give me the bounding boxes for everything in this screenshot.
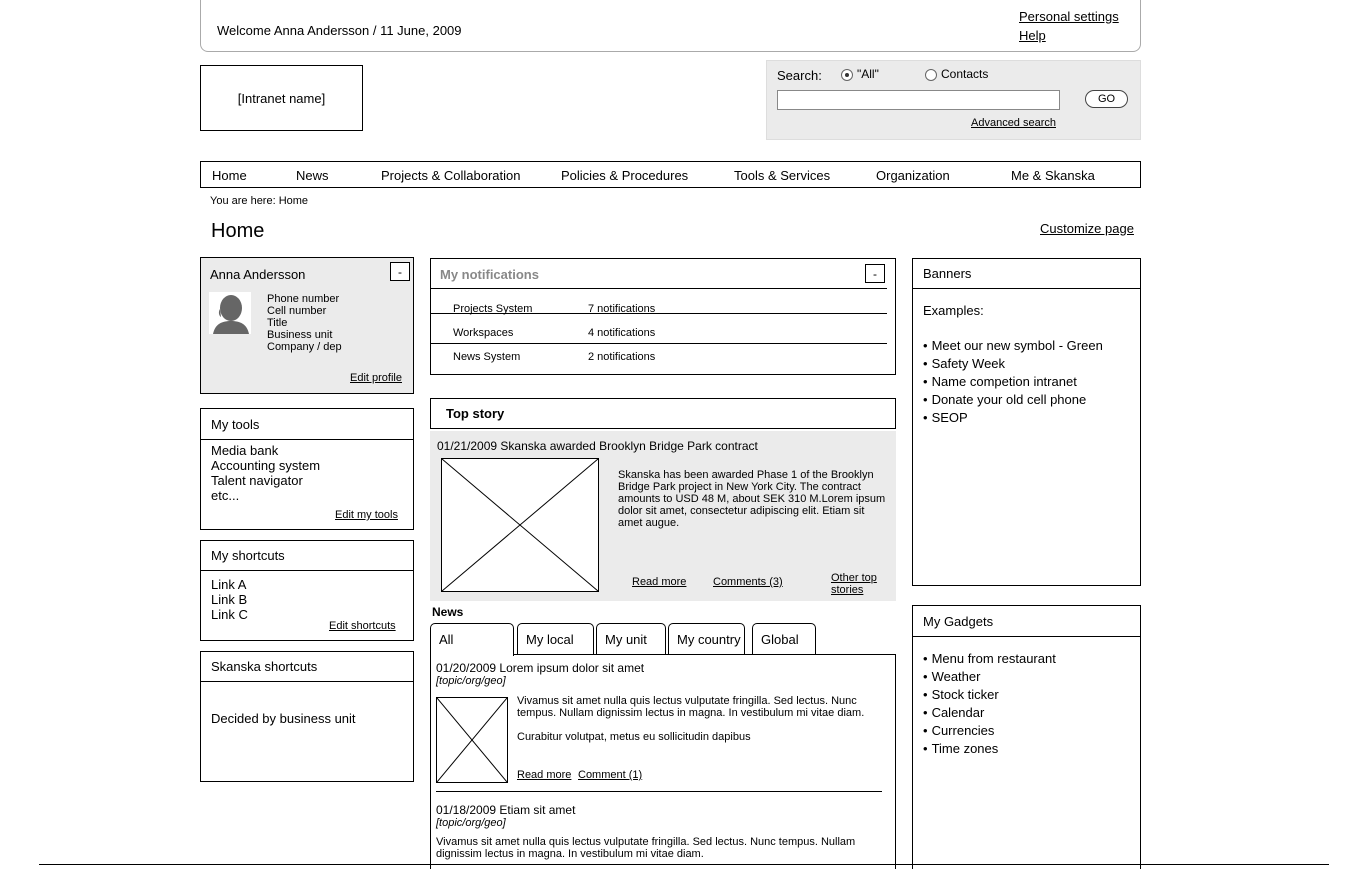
top-story-body	[430, 431, 896, 601]
profile-cell: Cell number	[267, 305, 327, 317]
person-silhouette-icon	[209, 292, 251, 334]
divider	[436, 791, 882, 792]
top-story-title[interactable]: 01/21/2009 Skanska awarded Brooklyn Bridge Park contract	[437, 439, 758, 453]
top-story-text: Skanska has been awarded Phase 1 of the Brooklyn Bridge Park project in New York City. The contract amounts to USD 48 M, about SEK 310 M.Lorem ipsum dolor sit amet, consectetur adipiscing elit. Etiam sit amet augue.	[618, 469, 886, 529]
skanska-shortcuts-widget	[200, 651, 414, 782]
nav-news[interactable]: News	[296, 168, 329, 183]
nav-me-skanska[interactable]: Me & Skanska	[1011, 168, 1095, 183]
news-item-tags: [topic/org/geo]	[436, 817, 506, 829]
gadget-item[interactable]: • Calendar	[923, 705, 984, 720]
news-item-tags: [topic/org/geo]	[436, 675, 506, 687]
top-story-heading: Top story	[446, 406, 505, 421]
notification-row[interactable]	[431, 320, 889, 344]
notification-row[interactable]	[431, 344, 889, 368]
search-radio-contacts[interactable]	[925, 69, 937, 81]
news-tab-all[interactable]: All	[430, 623, 514, 656]
profile-widget	[200, 257, 414, 394]
edit-my-tools-link[interactable]: Edit my tools	[335, 509, 398, 521]
news-tab-global[interactable]: Global	[752, 623, 816, 655]
notification-system: Projects System	[453, 303, 533, 315]
advanced-search-link[interactable]: Advanced search	[971, 117, 1056, 129]
shortcut-link[interactable]: Link A	[211, 577, 247, 592]
news-read-more-link[interactable]: Read more	[517, 769, 572, 781]
page-bottom-divider	[39, 864, 1329, 865]
banner-item[interactable]: • Meet our new symbol - Green	[923, 338, 1103, 353]
image-placeholder-icon	[437, 698, 507, 782]
profile-business-unit: Business unit	[267, 329, 333, 341]
search-go-button[interactable]: GO	[1085, 90, 1128, 108]
news-comment-link[interactable]: Comment (1)	[578, 769, 643, 781]
news-item-title[interactable]: 01/20/2009 Lorem ipsum dolor sit amet	[436, 661, 645, 675]
profile-company: Company / dep	[267, 341, 342, 353]
banner-item[interactable]: • Safety Week	[923, 356, 1005, 371]
top-story-comments-link[interactable]: Comments (3)	[713, 576, 783, 588]
nav-home[interactable]: Home	[212, 168, 247, 183]
notifications-collapse-button[interactable]: -	[865, 264, 885, 283]
banners-header: Banners	[913, 259, 1140, 289]
edit-shortcuts-link[interactable]: Edit shortcuts	[329, 620, 396, 632]
news-item-text: Vivamus sit amet nulla quis lectus vulputate fringilla. Sed lectus. Nunc tempus. Nullam dignissim lectus in magna. In vestibulum mi vitae diam.	[436, 836, 856, 860]
intranet-logo[interactable]	[200, 65, 363, 131]
nav-organization[interactable]: Organization	[876, 168, 950, 183]
my-gadgets-widget	[912, 605, 1141, 869]
my-shortcuts-header: My shortcuts	[201, 541, 413, 571]
notification-system: Workspaces	[453, 327, 514, 339]
notifications-widget	[430, 258, 896, 375]
top-story-header	[430, 398, 896, 429]
top-bar	[200, 0, 1141, 52]
shortcut-link[interactable]: Link B	[211, 592, 248, 607]
my-gadgets-header: My Gadgets	[913, 606, 1140, 637]
main-nav	[200, 161, 1141, 188]
tool-item[interactable]: Accounting system	[211, 458, 321, 473]
customize-page-link[interactable]: Customize page	[1040, 221, 1134, 236]
news-item-text: Curabitur volutpat, metus eu sollicitudin dapibus	[517, 731, 751, 743]
news-item-text: Vivamus sit amet nulla quis lectus vulputate fringilla. Sed lectus. Nunc tempus. Nullam dignissim lectus in magna. In vestibulum mi vitae diam.	[517, 695, 865, 719]
divider	[431, 288, 887, 289]
skanska-shortcuts-text: Decided by business unit	[211, 711, 356, 726]
edit-profile-link[interactable]: Edit profile	[350, 372, 402, 384]
notification-count: 4 notifications	[588, 327, 656, 339]
news-item-title[interactable]: 01/18/2009 Etiam sit amet	[436, 803, 576, 817]
top-story-image-placeholder	[441, 458, 599, 592]
my-shortcuts-widget	[200, 540, 414, 641]
profile-name: Anna Andersson	[210, 267, 306, 282]
notification-count: 7 notifications	[588, 303, 656, 315]
profile-collapse-button[interactable]: -	[390, 262, 410, 281]
search-label: Search:	[777, 68, 822, 83]
personal-settings-link[interactable]: Personal settings	[1019, 9, 1119, 24]
news-label: News	[432, 605, 464, 619]
gadget-item[interactable]: • Menu from restaurant	[923, 651, 1056, 666]
news-image-placeholder	[436, 697, 508, 783]
tool-item: etc...	[211, 488, 240, 503]
search-input[interactable]	[777, 90, 1060, 110]
notification-row[interactable]	[431, 296, 889, 320]
divider	[431, 313, 887, 314]
nav-policies[interactable]: Policies & Procedures	[561, 168, 689, 183]
notifications-title: My notifications	[440, 267, 539, 282]
nav-tools[interactable]: Tools & Services	[734, 168, 831, 183]
nav-projects[interactable]: Projects & Collaboration	[381, 168, 521, 183]
search-radio-all-label: "All"	[857, 67, 879, 81]
image-placeholder-icon	[442, 459, 598, 591]
skanska-shortcuts-header: Skanska shortcuts	[201, 652, 413, 682]
notification-count: 2 notifications	[588, 351, 656, 363]
notification-system: News System	[453, 351, 521, 363]
profile-phone: Phone number	[267, 293, 340, 305]
help-link[interactable]: Help	[1019, 28, 1046, 43]
profile-title: Title	[267, 317, 288, 329]
top-story-read-more-link[interactable]: Read more	[632, 576, 687, 588]
logo-text: [Intranet name]	[237, 90, 326, 106]
tool-item[interactable]: Media bank	[211, 443, 279, 458]
banner-item[interactable]: • Donate your old cell phone	[923, 392, 1086, 407]
banners-intro: Examples:	[923, 303, 984, 318]
page-title: Home	[211, 220, 265, 242]
tool-item[interactable]: Talent navigator	[211, 473, 303, 488]
news-tab-my-unit[interactable]: My unit	[596, 623, 666, 655]
banners-widget	[912, 258, 1141, 586]
breadcrumb: You are here: Home	[210, 195, 309, 207]
search-radio-contacts-label: Contacts	[941, 67, 989, 81]
gadget-item[interactable]: • Weather	[923, 669, 980, 684]
shortcut-link[interactable]: Link C	[211, 607, 248, 622]
my-tools-header: My tools	[201, 409, 413, 440]
welcome-text: Welcome Anna Andersson / 11 June, 2009	[217, 23, 462, 38]
search-radio-all[interactable]	[841, 69, 853, 81]
my-tools-widget	[200, 408, 414, 530]
gadget-item[interactable]: • Time zones	[923, 741, 998, 756]
avatar	[209, 292, 251, 334]
news-tab-my-local[interactable]: My local	[517, 623, 594, 655]
news-tab-my-country[interactable]: My country	[668, 623, 745, 655]
news-panel	[430, 654, 896, 869]
search-panel	[766, 60, 1141, 140]
other-top-stories-link[interactable]: Other top stories	[831, 572, 877, 596]
gadget-item[interactable]: • Currencies	[923, 723, 994, 738]
banner-item[interactable]: • Name competion intranet	[923, 374, 1077, 389]
gadget-item[interactable]: • Stock ticker	[923, 687, 999, 702]
banner-item[interactable]: • SEOP	[923, 410, 968, 425]
